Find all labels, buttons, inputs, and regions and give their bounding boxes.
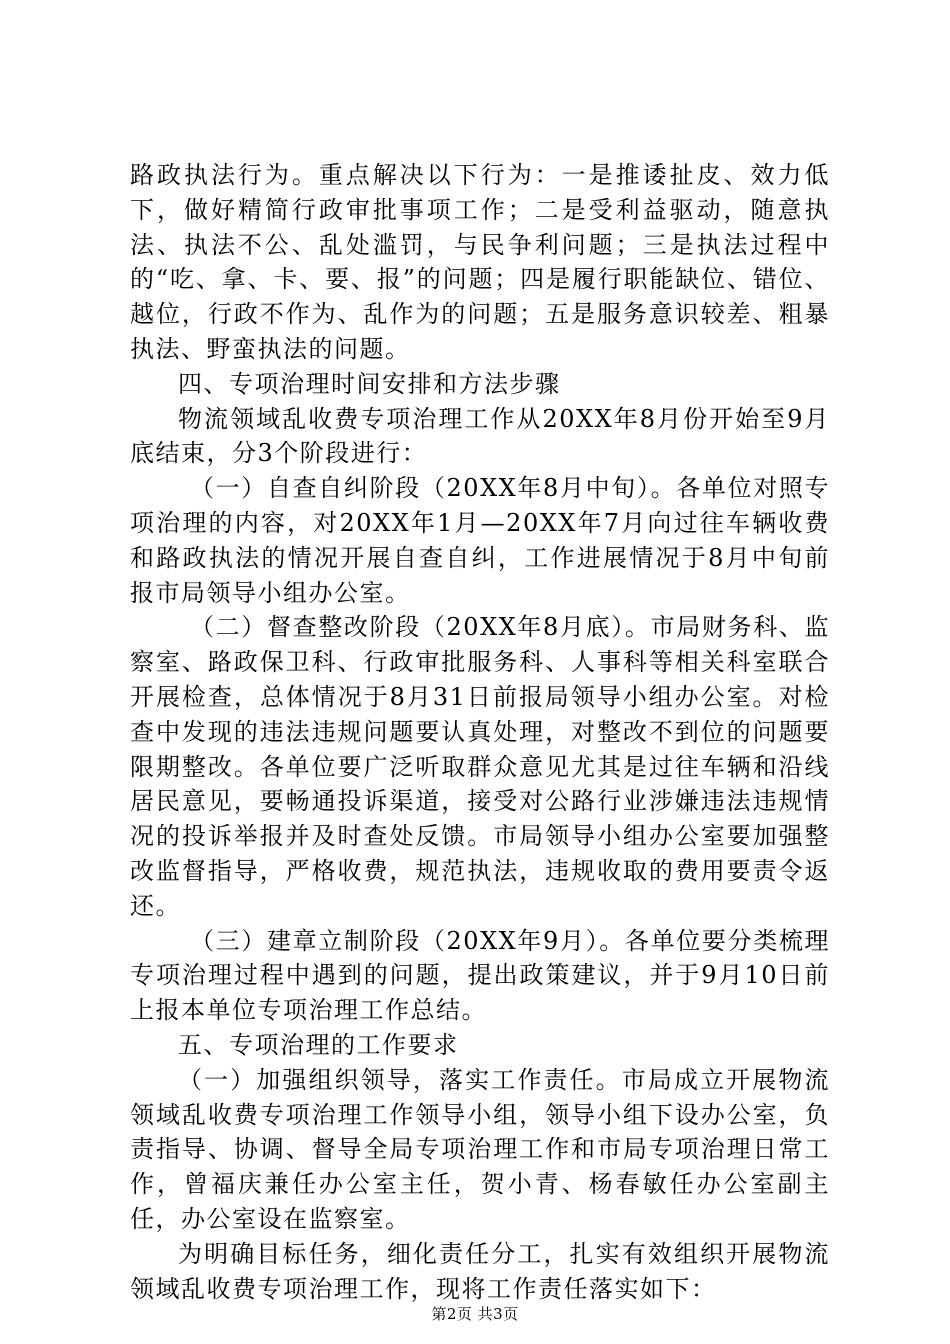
section-heading-five: 五、专项治理的工作要求: [178, 1030, 459, 1059]
page-footer: 第2页 共3页: [431, 1305, 519, 1323]
section-heading-four: 四、专项治理时间安排和方法步骤: [178, 369, 561, 398]
paragraph-responsibility-intro: 为明确目标任务，细化责任分工，扎实有效组织开展物流领域乱收费专项治理工作，现将工作责任落实如下：: [130, 1239, 830, 1303]
paragraph-requirement-one: （一）加强组织领导，落实工作责任。市局成立开展物流领域乱收费专项治理工作领导小组，领导小组下设办公室，负责指导、协调、督导全局专项治理工作和市局专项治理日常工作，曾福庆兼任办公室主任，贺小青、杨春敏任办公室副主任，办公室设在监察室。: [130, 1065, 830, 1233]
paragraph-stage-two: （二）督查整改阶段（20XX年8月底）。市局财务科、监察室、路政保卫科、行政审批服务科、人事科等相关科室联合开展检查，总体情况于8月31日前报局领导小组办公室。对检查中发现的违法违规问题要认真处理，对整改不到位的问题要限期整改。各单位要广泛听取群众意见尤其是过往车辆和沿线居民意见，要畅通投诉渠道，接受对公路行业涉嫌违法违规情况的投诉举报并及时查处反馈。市局领导小组办公室要加强整改监督指导，严格收费，规范执法，违规收取的费用要责令返还。: [130, 613, 830, 920]
paragraph-schedule-intro: 物流领域乱收费专项治理工作从20XX年8月份开始至9月底结束，分3个阶段进行：: [130, 404, 830, 468]
paragraph-stage-one: （一）自查自纠阶段（20XX年8月中旬）。各单位对照专项治理的内容，对20XX年1月—20XX年7月向过往车辆收费和路政执法的情况开展自查自纠，工作进展情况于8月中旬前报市局领导小组办公室。: [130, 474, 830, 607]
paragraph-stage-three: （三）建章立制阶段（20XX年9月）。各单位要分类梳理专项治理过程中遇到的问题，提出政策建议，并于9月10日前上报本单位专项治理工作总结。: [130, 926, 830, 1025]
document-body: [130, 158, 830, 1306]
paragraph-continuation: 路政执法行为。重点解决以下行为：一是推诿扯皮、效力低下，做好精简行政审批事项工作；二是受利益驱动，随意执法、执法不公、乱处滥罚，与民争利问题；三是执法过程中的“吃、拿、卡、要、报”的问题；四是履行职能缺位、错位、越位，行政不作为、乱作为的问题；五是服务意识较差、粗暴执法、野蛮执法的问题。: [130, 161, 830, 363]
